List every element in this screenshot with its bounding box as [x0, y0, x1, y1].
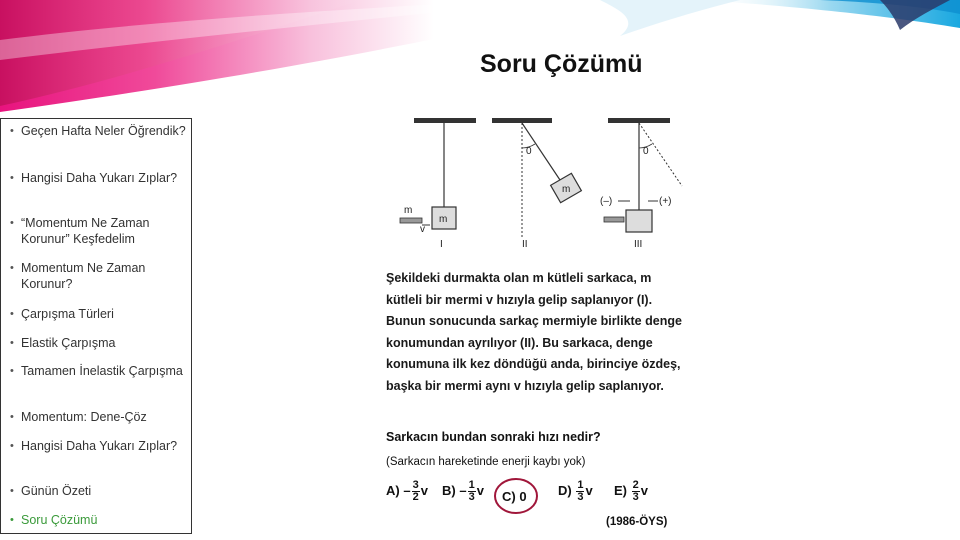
sidebar-item-momentum-korunur[interactable]: • Momentum Ne Zaman Korunur?: [10, 261, 146, 291]
option-a-fraction: $\frac{3}{2}$: [412, 479, 419, 503]
bullet-icon: •: [10, 262, 14, 274]
bullet-icon: •: [10, 514, 14, 526]
option-d-fraction: $\frac{1}{3}$: [577, 479, 584, 503]
option-d[interactable]: D) $\frac{1}{3}$ v: [558, 479, 593, 503]
pendulum-figure: [378, 112, 698, 262]
figure-label-theta-2: 0: [526, 146, 532, 157]
sidebar-item-elastik[interactable]: • Elastik Çarpışma: [10, 336, 116, 350]
figure-panel-1: [400, 118, 476, 250]
option-e-fraction: $\frac{2}{3}$: [632, 479, 639, 503]
bullet-icon: •: [10, 308, 14, 320]
option-e[interactable]: E) $\frac{2}{3}$ v: [614, 479, 648, 503]
option-b-fraction: $\frac{1}{3}$: [468, 479, 475, 503]
figure-label-panel-2: II: [522, 239, 528, 250]
problem-paragraph: Şekildeki durmakta olan m kütleli sarkaca, m kütleli bir mermi v hızıyla gelip saplanıyor (I). Bunun sonucunda sarkaç mermiyle birlikte denge konumundan ayrılıyor (II). Bu sarkaca, denge konumuna ilk kez döndüğü anda, birinciye özdeş, başka bir mermi aynı v hızıyla gelip saplanıyor.: [386, 271, 682, 393]
sidebar-item-gecen-hafta[interactable]: • Geçen Hafta Neler Öğrendik?: [10, 124, 186, 138]
problem-source: (1986-ÖYS): [606, 516, 668, 528]
sidebar-item-inelastik[interactable]: • Tamamen İnelastik Çarpışma: [10, 364, 183, 378]
figure-label-theta-3: 0: [643, 146, 649, 157]
bullet-icon: •: [10, 337, 14, 349]
figure-panel-3: [600, 118, 682, 250]
sidebar-item-hangisi-yukari[interactable]: • Hangisi Daha Yukarı Zıplar?: [10, 171, 178, 185]
figure-label-minus: (–): [600, 196, 613, 207]
figure-label-panel-1: I: [440, 239, 443, 250]
answer-circle-icon: [492, 476, 540, 516]
bullet-icon: •: [10, 440, 14, 452]
option-c[interactable]: C) 0: [502, 489, 527, 504]
sidebar-item-gunun-ozeti[interactable]: • Günün Özeti: [10, 484, 92, 498]
figure-label-plus: (+): [659, 196, 672, 207]
figure-label-m-bullet: m: [404, 205, 413, 216]
figure-panel-2: [492, 118, 581, 250]
option-a[interactable]: A) – $\frac{3}{2}$ v: [386, 479, 428, 503]
bullet-icon: •: [10, 485, 14, 497]
slide-title: Soru Çözümü: [480, 50, 643, 78]
problem-panel: [378, 112, 698, 536]
bullet-icon: •: [10, 365, 14, 377]
bullet-icon: •: [10, 217, 14, 229]
bullet-icon: •: [10, 125, 14, 137]
sidebar-nav: [0, 118, 192, 534]
sidebar-item-carpisma-turleri[interactable]: • Çarpışma Türleri: [10, 307, 114, 321]
figure-label-v: v: [420, 224, 425, 235]
bullet-icon: •: [10, 172, 14, 184]
sidebar-item-hangisi-yukari-2[interactable]: • Hangisi Daha Yukarı Zıplar?: [10, 439, 178, 453]
figure-label-m-2: m: [562, 184, 571, 195]
sidebar-item-soru-cozumu[interactable]: • Soru Çözümü: [10, 513, 98, 527]
bullet-icon: •: [10, 411, 14, 423]
figure-label-panel-3: III: [634, 239, 643, 250]
sidebar-item-dene-coz[interactable]: • Momentum: Dene-Çöz: [10, 410, 147, 424]
problem-question: Sarkacın bundan sonraki hızı nedir?: [386, 430, 601, 444]
option-b[interactable]: B) – $\frac{1}{3}$ v: [442, 479, 484, 503]
problem-note: (Sarkacın hareketinde enerji kaybı yok): [386, 456, 586, 468]
figure-label-m-block: m: [439, 214, 448, 225]
sidebar-item-momentum-kesfedelim[interactable]: • “Momentum Ne Zaman Korunur” Keşfedelim: [10, 216, 150, 246]
